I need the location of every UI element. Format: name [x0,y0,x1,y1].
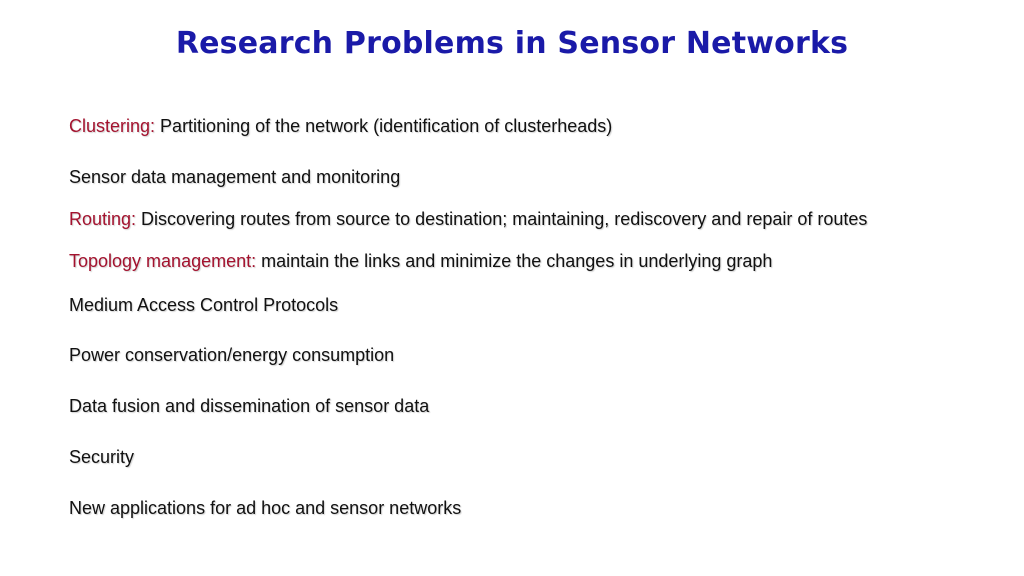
item-text: maintain the links and minimize the changes in underlying graph [256,251,773,271]
slide-title: Research Problems in Sensor Networks [175,26,849,61]
list-item-power [69,345,394,366]
item-text: Sensor data management and monitoring [69,167,401,187]
item-text: Discovering routes from source to destination; maintaining, rediscovery and repair of routes [136,209,868,229]
item-term: Routing: [69,209,137,229]
list-item-mac [69,295,338,316]
list-item-topology [69,251,772,272]
item-text: Partitioning of the network (identification of clusterheads) [155,116,613,136]
list-item-security [69,447,134,468]
item-text: New applications for ad hoc and sensor networks [69,498,462,518]
item-text: Security [69,447,135,467]
item-text: Power conservation/energy consumption [69,345,395,365]
list-item-sensor-data [69,167,400,188]
item-term: Topology management: [69,251,257,271]
list-item-data-fusion [69,396,429,417]
list-item-routing [69,209,867,230]
item-text: Data fusion and dissemination of sensor data [69,396,430,416]
item-text: Medium Access Control Protocols [69,295,339,315]
list-item-clustering [69,116,612,137]
list-item-new-applications [69,498,461,519]
item-term: Clustering: [69,116,156,136]
